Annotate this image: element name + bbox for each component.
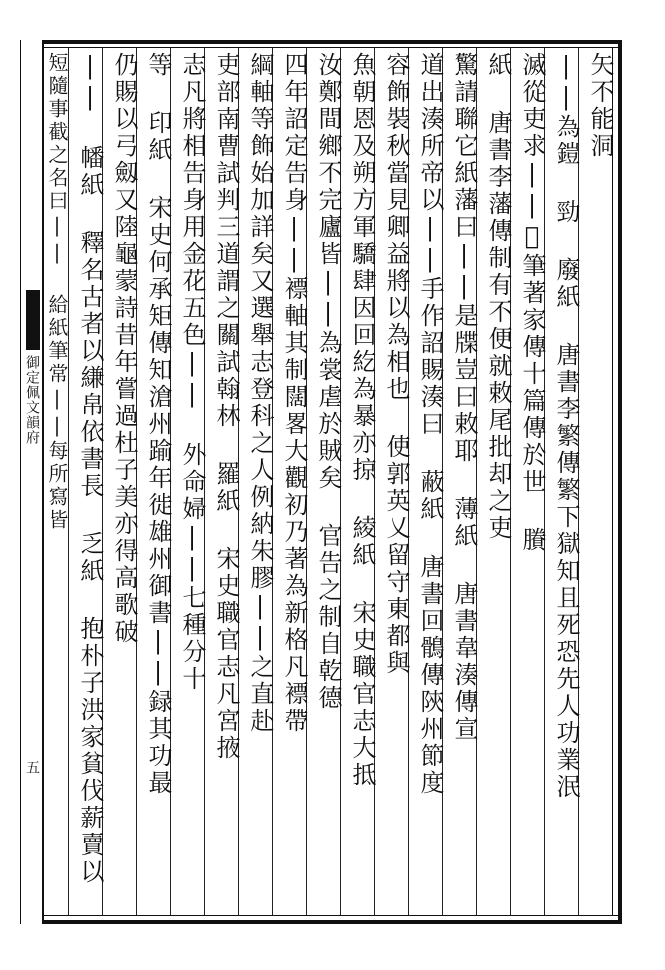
gutter-line <box>20 40 21 924</box>
text-column: 綱軸等飾始加詳矣又選舉志登科之人例納朱膠||之直赴 <box>246 52 274 735</box>
text-column: 紙 唐書李藩傳制有不便就敕尾批却之吏 <box>484 52 512 542</box>
text-column: 容飾裝秋當見卿益將以為相也 使郭英乂留守東都與 <box>382 52 410 677</box>
text-column: 魚朝恩及朔方軍驕肆因回紇為暴亦掠 綾紙 宋史職官志大抵 <box>348 52 376 789</box>
gutter-tab <box>26 290 40 350</box>
text-column: ||為鎧 勁 廢紙 唐書李繁傳繁下獄知且死恐先人功業泯 <box>552 52 580 801</box>
text-column: 仍賜以弓劔又陸龜蒙詩昔年嘗過杜子美亦得高歌破 <box>110 52 138 646</box>
top-border <box>42 40 622 44</box>
text-column: 矢不能洞 <box>586 52 614 160</box>
top-border-inner <box>42 47 622 48</box>
gutter-title: 御定佩文韻府 <box>24 355 40 445</box>
text-column: 等 印紙 宋史何承矩傳知滄州踰年徙雄州御書||録其功最 <box>144 52 172 797</box>
text-column: 道出湊所帝以||手作詔賜湊曰 蔽紙 唐書回鶻傳陝州節度 <box>416 52 444 797</box>
text-column: || 幡紙 釋名古者以縑帛依書長 乏紙 抱朴子洪家貧伐薪賣以 <box>76 52 104 886</box>
text-column: 短隨事截之名曰|| 給紙筆常||每所寫皆 <box>45 52 69 532</box>
page-number: 五 <box>24 760 40 774</box>
text-column: 吏部南曹試判三道謂之關試翰林 羅紙 宋史職官志凡宮掖 <box>212 52 240 762</box>
bottom-border <box>42 920 622 924</box>
text-column: 志凡將相告身用金花五色|| 外命婦||七種分十 <box>178 52 206 693</box>
text-column: 滅從吏求||𢧐筆著家傳十篇傳於世 賸 <box>518 52 546 554</box>
text-column: 汝鄭間鄉不完廬皆||為裳虐於賊矣 官告之制自乾德 <box>314 52 342 712</box>
bottom-border-inner <box>42 915 622 916</box>
text-column: 四年詔定告身||褾軸其制闊畧大觀初乃著為新格凡褾帶 <box>280 52 308 735</box>
text-column: 驚請聯它紙藩曰||是牒豈曰敕耶 薄紙 唐書韋湊傳宣 <box>450 52 478 743</box>
